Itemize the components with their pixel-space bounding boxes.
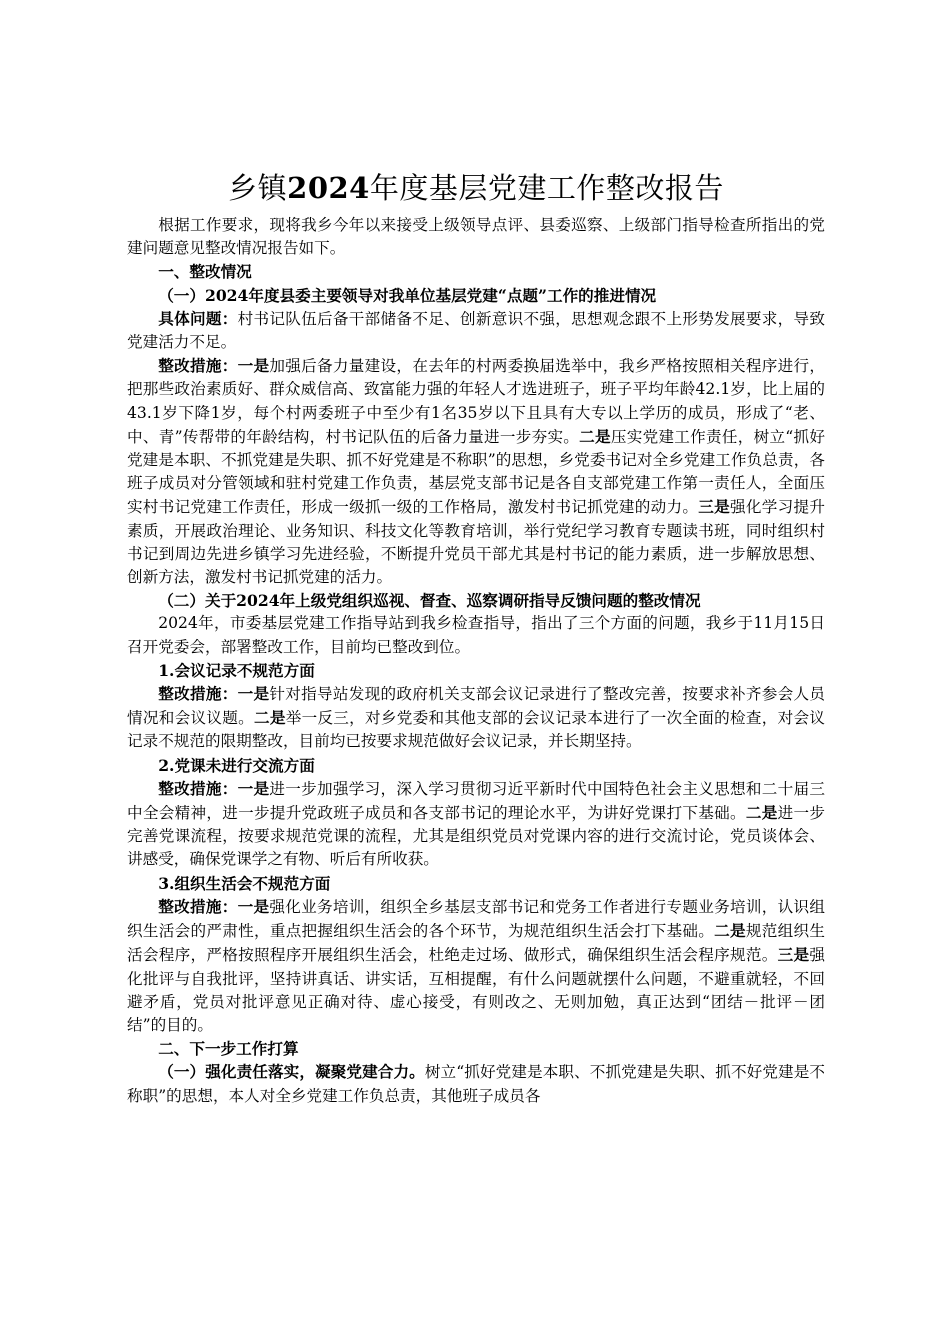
measure-label: 整改措施： <box>158 896 238 916</box>
point-one-label: 一是 <box>237 684 270 704</box>
measures-paragraph-3 <box>127 777 825 872</box>
title-prefix: 乡镇 <box>228 171 288 205</box>
title-year: 2024 <box>287 171 370 205</box>
measure-text: 强化学习提升素质，开展政治理论、业务知识、科技文化等教育培训，举行党纪学习教育专题读书班，同时组织村书记到周边先进乡镇学习先进经验，不断提升党员干部尤其是村书记的能力素质，进一步解放思想、创新方法，激发村书记抓党建的活力。 <box>127 498 825 587</box>
measure-label: 整改措施： <box>158 684 238 704</box>
point-one-label: 一是 <box>237 778 270 798</box>
measure-text: 加强后备力量建设，在去年的村两委换届选举中，我乡严格按照相关程序进行，把那些政治素质好、群众威信高、致富能力强的年轻人才选进班子，班子平均年龄42.1岁，比上届的43.1岁下降1岁，每个村两委班子中至少有1名35岁以下且具有大专以上学历的成员，形成了“老、中、青”传帮带的年龄结构，村书记队伍的后备力量进一步夯实。 <box>127 357 825 446</box>
issue-text: 村书记队伍后备干部储备不足、创新意识不强，思想观念跟不上形势发展要求，导致党建活力不足。 <box>127 309 825 352</box>
measure-text: 针对指导站发现的政府机关支部会议记录进行了整改完善，按要求补齐参会人员情况和会议议题。 <box>127 685 825 728</box>
point-three-label: 三是 <box>777 945 810 965</box>
measure-text: 进一步加强学习，深入学习贯彻习近平新时代中国特色社会主义思想和二十届三中全会精神，进一步提升党政班子成员和各支部书记的理论水平，为讲好党课打下基础。 <box>127 779 825 823</box>
subsection-heading-2: （二）关于2024年上级党组织巡视、督查、巡察调研指导反馈问题的整改情况 <box>158 591 701 611</box>
next-step-text: 树立“抓好党建是本职、不抓党建是失职、抓不好党建是不称职”的思想，本人对全乡党建工作负总责，其他班子成员各 <box>127 1063 825 1105</box>
point-two-label: 二是 <box>253 708 286 728</box>
point-two-label: 二是 <box>745 803 778 823</box>
issue-label: 具体问题： <box>158 308 238 328</box>
document-title <box>107 168 845 208</box>
measures-paragraph-2 <box>127 682 825 754</box>
intro-paragraph: 根据工作要求，现将我乡今年以来接受上级领导点评、县委巡察、上级部门指导检查所指出的党建问题意见整改情况报告如下。 <box>127 216 825 258</box>
point-one-label: 一是 <box>237 356 270 376</box>
title-suffix: 年度基层党建工作整改报告 <box>369 171 724 205</box>
problem-heading-3: 3.组织生活会不规范方面 <box>158 873 331 893</box>
measure-text: 举一反三，对乡党委和其他支部的会议记录本进行了一次全面的检查，对会议记录不规范的限期整改，目前均已按要求规范做好会议记录，并长期坚持。 <box>127 709 825 751</box>
section-heading-1: 一、整改情况 <box>158 262 252 282</box>
measure-text: 强化业务培训，组织全乡基层支部书记和党务工作者进行专题业务培训，认识组织生活会的严肃性，重点把握组织生活会的各个环节，为规范组织生活会打下基础。 <box>127 897 825 941</box>
measures-paragraph-4 <box>127 895 825 1037</box>
issue-paragraph <box>127 307 825 354</box>
measure-text: 强化批评与自我批评，坚持讲真话、讲实话，互相提醒，有什么问题就摆什么问题，不避重就轻，不回避矛盾，党员对批评意见正确对待、虚心接受，有则改之、无则加勉，真正达到“团结－批评－团结”的目的。 <box>127 946 825 1034</box>
measure-text: 进一步完善党课流程，按要求规范党课的流程，尤其是组织党员对党课内容的进行交流讨论，党员谈体会、讲感受，确保党课学之有物、听后有所收获。 <box>127 804 825 869</box>
subsection-2-intro: 2024年，市委基层党建工作指导站到我乡检查指导，指出了三个方面的问题，我乡于11月15日召开党委会，部署整改工作，目前均已整改到位。 <box>127 614 825 656</box>
measure-text: 压实党建工作责任，树立“抓好党建是本职、不抓党建是失职、抓不好党建是不称职”的思想，乡党委书记对全乡党建工作负总责，各班子成员对分管领域和驻村党建工作负责，基层党支部书记是各自支部党建工作第一责任人，全面压实村书记党建工作责任，形成一级抓一级的工作格局，激发村书记抓党建的动力。 <box>127 427 825 517</box>
measure-text: 规范组织生活会程序，严格按照程序开展组织生活会，杜绝走过场、做形式，确保组织生活会程序规范。 <box>127 922 825 965</box>
point-two-label: 二是 <box>714 921 746 941</box>
subsection-heading-1: （一）2024年度县委主要领导对我单位基层党建“点题”工作的推进情况 <box>158 285 657 305</box>
next-step-label: （一）强化责任落实，凝聚党建合力。 <box>158 1062 425 1082</box>
problem-heading-1: 1.会议记录不规范方面 <box>158 660 315 680</box>
next-step-paragraph-1 <box>127 1060 825 1107</box>
point-two-label: 二是 <box>579 426 611 446</box>
point-three-label: 三是 <box>698 497 731 517</box>
point-one-label: 一是 <box>237 896 270 916</box>
measure-label: 整改措施： <box>158 356 238 376</box>
measure-label: 整改措施： <box>158 778 238 798</box>
section-heading-2: 二、下一步工作打算 <box>158 1039 299 1059</box>
problem-heading-2: 2.党课未进行交流方面 <box>158 755 315 775</box>
measures-paragraph-1 <box>127 354 825 589</box>
document-page <box>127 168 825 1108</box>
